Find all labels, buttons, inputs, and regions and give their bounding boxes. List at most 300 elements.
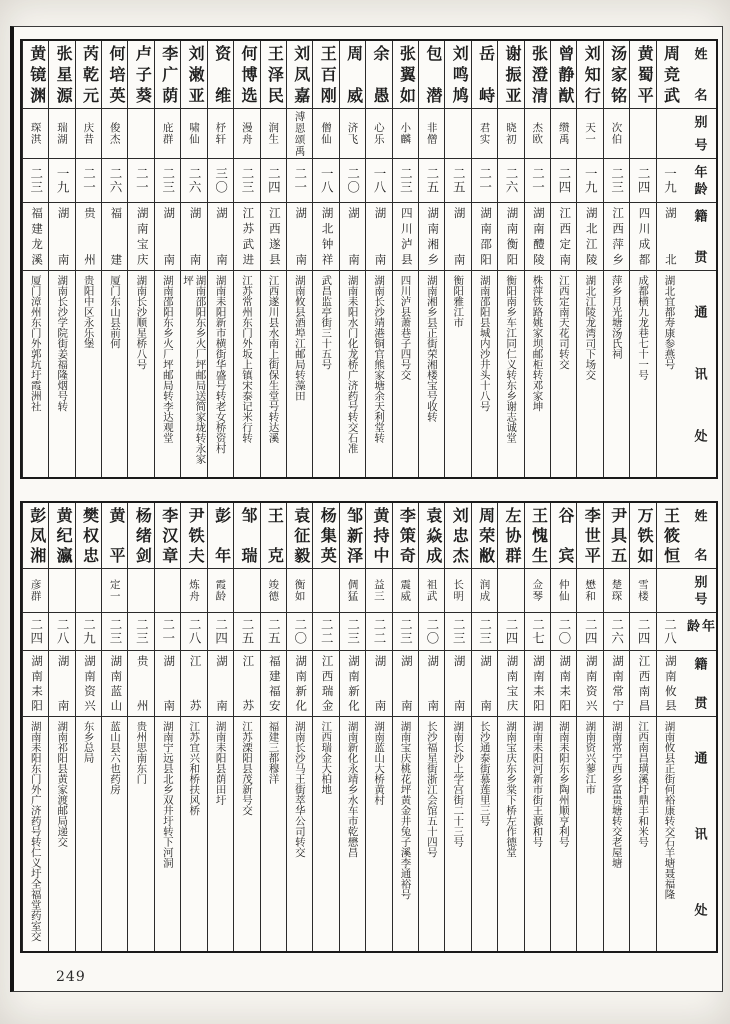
person-name-cell: 黄纪瀛 — [49, 503, 74, 569]
person-column — [207, 503, 233, 951]
person-name-cell: 汤家铭 — [604, 41, 629, 109]
person-native-cell: 湖南资兴 — [577, 651, 602, 717]
person-column — [365, 41, 391, 477]
person-alias-cell: 杰欧 — [525, 109, 550, 159]
person-column — [471, 41, 497, 477]
person-age-cell: 二一 — [472, 159, 497, 203]
person-address-cell: 衡阳南乡车江同仁义转东乡谢志诚堂 — [505, 275, 518, 443]
header-native: 籍贯 — [682, 203, 716, 271]
person-age-cell: 二一 — [128, 159, 153, 203]
person-address-cell: 株萍铁路姚家坝邮柜转邓家坤 — [531, 275, 544, 412]
person-column — [365, 503, 391, 951]
person-native-cell: 湖北钟祥 — [313, 203, 338, 271]
person-address-cell: 湖北江陵龙湾司下场交 — [584, 275, 597, 380]
person-age-cell: 二三 — [604, 159, 629, 203]
person-name-cell: 袁征毅 — [287, 503, 312, 569]
person-address-cell: 湖南宝庆桃花坪黄金井兔子溪李通裕号 — [399, 721, 412, 900]
table-header-column — [682, 503, 716, 951]
person-alias-cell: 衡如 — [287, 569, 312, 613]
person-alias-cell: 非僧 — [419, 109, 444, 159]
person-age-cell: 二八 — [181, 613, 206, 651]
person-column — [180, 41, 206, 477]
person-alias-cell: 佥琴 — [525, 569, 550, 613]
person-address-cell: 四川泸县萧巷子四号交 — [399, 275, 412, 380]
person-age-cell: 二八 — [49, 613, 74, 651]
person-age-cell: 二〇 — [551, 613, 576, 651]
person-column — [603, 41, 629, 477]
person-alias-cell: 杼轩 — [208, 109, 233, 159]
person-name-cell: 彭年 — [208, 503, 233, 569]
person-age-cell: 二四 — [261, 159, 286, 203]
person-name-cell: 周威 — [340, 41, 365, 109]
person-column — [444, 503, 470, 951]
person-column — [603, 503, 629, 951]
person-column — [312, 503, 338, 951]
person-column — [260, 503, 286, 951]
person-address-cell: 湖南耒阳水门化龙桥广济药号转交石准 — [346, 275, 359, 454]
person-name-cell: 刘知行 — [577, 41, 602, 109]
person-native-cell: 福建 — [102, 203, 127, 271]
person-age-cell: 二三 — [393, 613, 418, 651]
person-address-cell: 湖南宝庆东乡棠下桥左作德堂 — [505, 721, 518, 858]
header-age: 年龄 — [682, 159, 716, 203]
person-column — [207, 41, 233, 477]
person-address-cell: 湖南耒阳东门外广济药号转仁义圩全福堂药室交 — [29, 721, 42, 942]
person-age-cell: 二三 — [445, 613, 470, 651]
person-alias-cell: 霞龄 — [208, 569, 233, 613]
person-address-cell: 湖南长沙靖港铜官熊家塘余天利堂转 — [373, 275, 386, 443]
person-native-cell: 湖南攸县 — [657, 651, 682, 717]
person-column — [629, 503, 655, 951]
person-native-cell: 湖南宝庆 — [128, 203, 153, 271]
person-name-cell: 黄持中 — [366, 503, 391, 569]
person-age-cell: 二四 — [208, 613, 233, 651]
person-address-cell: 湖南邵阳东乡火厂坪邮局转李达观堂 — [161, 275, 174, 443]
person-age-cell: 二四 — [630, 613, 655, 651]
person-column — [233, 503, 259, 951]
person-name-cell: 尹具五 — [604, 503, 629, 569]
person-native-cell: 湖南耒阳 — [23, 651, 48, 717]
person-column — [629, 41, 655, 477]
person-name-cell: 周荣敝 — [472, 503, 497, 569]
person-name-cell: 邹瑞 — [234, 503, 259, 569]
person-age-cell: 二三 — [393, 159, 418, 203]
person-name-cell: 尹铁夫 — [181, 503, 206, 569]
person-native-cell: 江苏武进 — [234, 203, 259, 271]
person-native-cell: 江苏 — [181, 651, 206, 717]
person-address-cell: 福建三都穆洋 — [267, 721, 280, 784]
person-alias-cell: 漫舟 — [234, 109, 259, 159]
person-column — [48, 41, 74, 477]
person-native-cell: 福建福安 — [261, 651, 286, 717]
person-native-cell: 湖南 — [419, 651, 444, 717]
person-column — [233, 41, 259, 477]
person-age-cell: 二五 — [261, 613, 286, 651]
person-name-cell: 刘忠杰 — [445, 503, 470, 569]
person-native-cell: 湖南 — [340, 203, 365, 271]
person-alias-cell: 仲仙 — [551, 569, 576, 613]
person-address-cell: 东乡总局 — [82, 721, 95, 763]
person-age-cell: 二二 — [313, 613, 338, 651]
person-age-cell: 二四 — [630, 159, 655, 203]
person-alias-cell: 琛淇 — [23, 109, 48, 159]
person-column — [471, 503, 497, 951]
person-address-cell: 湖南蓝山大桥黄村 — [373, 721, 386, 805]
person-age-cell: 二三 — [102, 613, 127, 651]
person-native-cell: 湖南 — [287, 203, 312, 271]
person-address-cell: 江西遂川县水南上街保生堂号转达溪 — [267, 275, 280, 443]
person-name-cell: 黄蜀平 — [630, 41, 655, 109]
person-alias-cell: 心乐 — [366, 109, 391, 159]
person-name-cell: 卢子葵 — [128, 41, 153, 109]
person-address-cell: 长沙通泰街慕莲里三号 — [478, 721, 491, 826]
person-column — [339, 503, 365, 951]
person-age-cell: 二三 — [472, 613, 497, 651]
header-age: 年龄 — [682, 613, 716, 651]
person-native-cell: 江西萍乡 — [604, 203, 629, 271]
person-column — [497, 41, 523, 477]
person-alias-cell — [313, 569, 338, 613]
person-address-cell: 湖南祁阳县黄家渡邮局递交 — [56, 721, 69, 847]
person-address-cell: 湖南耒阳新市横街华盛号转老女桥资村 — [214, 275, 227, 454]
header-alias: 别号 — [682, 109, 716, 159]
person-alias-cell: 庇群 — [155, 109, 180, 159]
person-name-cell: 张翼如 — [393, 41, 418, 109]
person-alias-cell: 雪楼 — [630, 569, 655, 613]
person-address-cell: 湖南邵阳县城内沙井头十八号 — [478, 275, 491, 412]
person-native-cell: 四川成都 — [630, 203, 655, 271]
person-address-cell: 衡阳雅江市 — [452, 275, 465, 328]
person-name-cell: 王克 — [261, 503, 286, 569]
person-native-cell: 湖南宝庆 — [498, 651, 523, 717]
person-column — [524, 503, 550, 951]
person-name-cell: 包潜 — [419, 41, 444, 109]
person-address-cell: 湖南攸县酒埠江邮局转藻田 — [293, 275, 306, 401]
header-address: 通讯处 — [692, 305, 708, 443]
person-native-cell: 贵州 — [128, 651, 153, 717]
person-address-cell: 江西瑞金大柏地 — [320, 721, 333, 795]
person-native-cell: 湖南资兴 — [76, 651, 101, 717]
person-age-cell: 一九 — [657, 159, 682, 203]
person-native-cell: 湖南 — [366, 203, 391, 271]
person-column — [444, 41, 470, 477]
person-age-cell: 三〇 — [208, 159, 233, 203]
person-address-cell: 萍乡月光塘汤氏祠 — [610, 275, 623, 359]
person-native-cell: 湖南衡阳 — [498, 203, 523, 271]
header-native: 籍贯 — [682, 651, 716, 717]
directory-table-top — [20, 39, 718, 479]
person-alias-cell: 啸仙 — [181, 109, 206, 159]
person-native-cell: 湖南 — [49, 203, 74, 271]
person-alias-cell — [445, 109, 470, 159]
person-alias-cell: 长明 — [445, 569, 470, 613]
person-native-cell: 湖北江陵 — [577, 203, 602, 271]
person-native-cell: 湖南邵阳 — [472, 203, 497, 271]
person-alias-cell: 益三 — [366, 569, 391, 613]
person-name-cell: 周竞武 — [657, 41, 682, 109]
person-alias-cell: 倜猛 — [340, 569, 365, 613]
person-column — [101, 503, 127, 951]
person-name-cell: 资维 — [208, 41, 233, 109]
person-address-cell: 湖南长沙上学宫街二十三号 — [452, 721, 465, 847]
person-alias-cell — [630, 109, 655, 159]
person-address-cell: 湖南攸县正街何裕康转交石羊塘聂福隆 — [663, 721, 676, 900]
person-alias-cell: 楚琛 — [604, 569, 629, 613]
person-alias-cell: 次伯 — [604, 109, 629, 159]
person-column — [180, 503, 206, 951]
person-address-cell: 湖南耒阳东乡陶州顺亨利号 — [557, 721, 570, 847]
person-column — [101, 41, 127, 477]
person-alias-cell: 天一 — [577, 109, 602, 159]
person-name-cell: 邹新泽 — [340, 503, 365, 569]
person-column — [286, 41, 312, 477]
header-alias: 别号 — [682, 569, 716, 613]
person-alias-cell: 彦群 — [23, 569, 48, 613]
person-name-cell: 岳峙 — [472, 41, 497, 109]
person-column — [656, 503, 682, 951]
person-alias-cell: 竣德 — [261, 569, 286, 613]
person-native-cell: 湖南 — [155, 203, 180, 271]
person-native-cell: 湖南 — [393, 651, 418, 717]
person-name-cell: 张星源 — [49, 41, 74, 109]
person-column — [550, 41, 576, 477]
person-age-cell: 二六 — [604, 613, 629, 651]
person-native-cell: 湖南 — [366, 651, 391, 717]
person-age-cell: 二八 — [657, 613, 682, 651]
person-age-cell: 二三 — [23, 159, 48, 203]
person-age-cell: 二〇 — [419, 613, 444, 651]
person-age-cell: 二四 — [551, 159, 576, 203]
person-native-cell: 湖南 — [445, 203, 470, 271]
person-column — [286, 503, 312, 951]
person-native-cell: 湖南蓝山 — [102, 651, 127, 717]
person-age-cell: 二三 — [128, 613, 153, 651]
person-name-cell: 黄平 — [102, 503, 127, 569]
person-native-cell: 湖南新化 — [340, 651, 365, 717]
person-alias-cell — [657, 569, 682, 613]
person-native-cell: 湖南 — [208, 203, 233, 271]
person-age-cell: 二六 — [498, 159, 523, 203]
person-address-cell: 湖南耒阳县荫田圩 — [214, 721, 227, 805]
person-address-cell: 湖南资兴蓼江市 — [584, 721, 597, 795]
person-native-cell: 湖南常宁 — [604, 651, 629, 717]
person-column — [75, 41, 101, 477]
person-address-cell: 湖南常宁西乡富贵塘转交老屋塘 — [610, 721, 623, 868]
person-age-cell: 二五 — [234, 613, 259, 651]
person-native-cell: 湖南醴陵 — [525, 203, 550, 271]
person-age-cell: 二一 — [525, 159, 550, 203]
person-alias-cell: 小麟 — [393, 109, 418, 159]
person-native-cell: 湖北 — [657, 203, 682, 271]
person-name-cell: 李策奇 — [393, 503, 418, 569]
person-name-cell: 曾静猷 — [551, 41, 576, 109]
person-native-cell: 湖南耒阳 — [525, 651, 550, 717]
person-column — [127, 41, 153, 477]
directory-table-bottom — [20, 501, 718, 953]
person-name-cell: 杨集英 — [313, 503, 338, 569]
person-alias-cell — [234, 569, 259, 613]
person-column — [392, 41, 418, 477]
person-address-cell: 江西南昌璜溪圩鼎丰和米号 — [637, 721, 650, 847]
person-column — [127, 503, 153, 951]
person-name-cell: 樊权忠 — [76, 503, 101, 569]
person-alias-cell: 庆昔 — [76, 109, 101, 159]
person-age-cell: 二三 — [155, 159, 180, 203]
person-column — [418, 503, 444, 951]
person-alias-cell — [498, 569, 523, 613]
person-alias-cell: 震威 — [393, 569, 418, 613]
person-name-cell: 芮乾元 — [76, 41, 101, 109]
page-border-frame — [10, 26, 723, 992]
person-name-cell: 万铁如 — [630, 503, 655, 569]
person-age-cell: 二五 — [445, 159, 470, 203]
person-alias-cell: 瑞湖 — [49, 109, 74, 159]
person-address-cell: 贵州思南东门 — [135, 721, 148, 784]
person-alias-cell: 俊杰 — [102, 109, 127, 159]
person-address-cell: 湖南长沙马王街萃华公司转交 — [293, 721, 306, 858]
person-alias-cell: 炼舟 — [181, 569, 206, 613]
person-alias-cell: 缵禹 — [551, 109, 576, 159]
person-name-cell: 左协群 — [498, 503, 523, 569]
person-age-cell: 二三 — [234, 159, 259, 203]
page-content — [20, 39, 718, 953]
person-column — [154, 503, 180, 951]
person-age-cell: 二四 — [23, 613, 48, 651]
person-column — [312, 41, 338, 477]
person-native-cell: 江西遂县 — [261, 203, 286, 271]
person-address-cell: 湖南湘乡县正街荣湘楼宝号收转 — [425, 275, 438, 422]
person-name-cell: 余愚 — [366, 41, 391, 109]
person-address-cell: 厦门漳州东门外郭坑圩霞洲社 — [29, 275, 42, 412]
person-name-cell: 杨绪剑 — [128, 503, 153, 569]
person-column — [339, 41, 365, 477]
person-native-cell: 福建龙溪 — [23, 203, 48, 271]
person-name-cell: 王愧生 — [525, 503, 550, 569]
person-address-cell: 湖南耒阳河新市街王源和号 — [531, 721, 544, 847]
person-name-cell: 王泽民 — [261, 41, 286, 109]
person-alias-cell: 溥恩颂禹 — [287, 109, 312, 159]
person-native-cell: 贵州 — [76, 203, 101, 271]
person-age-cell: 二六 — [102, 159, 127, 203]
person-address-cell: 江西定南天花司转交 — [557, 275, 570, 370]
person-column — [48, 503, 74, 951]
person-alias-cell: 润生 — [261, 109, 286, 159]
person-name-cell: 李汉章 — [155, 503, 180, 569]
person-column — [75, 503, 101, 951]
person-alias-cell: 晓初 — [498, 109, 523, 159]
person-name-cell: 谷宾 — [551, 503, 576, 569]
person-native-cell: 江西定南 — [551, 203, 576, 271]
person-column — [497, 503, 523, 951]
person-native-cell: 湖南 — [49, 651, 74, 717]
person-column — [524, 41, 550, 477]
person-name-cell: 刘潄亚 — [181, 41, 206, 109]
person-address-cell: 湖南长沙顺星桥八号 — [135, 275, 148, 370]
person-column — [22, 41, 48, 477]
person-column — [656, 41, 682, 477]
person-name-cell: 刘鸣鸠 — [445, 41, 470, 109]
person-native-cell: 江西南昌 — [630, 651, 655, 717]
person-age-cell: 一八 — [313, 159, 338, 203]
person-age-cell: 二九 — [76, 613, 101, 651]
person-address-cell: 湖南长沙学院街姜福隆烟号转 — [56, 275, 69, 412]
person-age-cell: 二一 — [155, 613, 180, 651]
person-address-cell: 武昌监亭街三十五号 — [320, 275, 333, 370]
person-age-cell: 二七 — [525, 613, 550, 651]
person-name-cell: 何博选 — [234, 41, 259, 109]
person-native-cell: 湖南 — [155, 651, 180, 717]
person-native-cell: 湖南 — [181, 203, 206, 271]
person-name-cell: 李广荫 — [155, 41, 180, 109]
person-age-cell: 二二 — [366, 613, 391, 651]
person-address-cell: 长沙福星街浙江会馆五十四号 — [425, 721, 438, 858]
person-column — [260, 41, 286, 477]
person-alias-cell: 君实 — [472, 109, 497, 159]
person-native-cell: 江苏 — [234, 651, 259, 717]
person-age-cell: 二一 — [76, 159, 101, 203]
page-number: 249 — [56, 969, 86, 985]
person-column — [154, 41, 180, 477]
person-age-cell: 二〇 — [287, 613, 312, 651]
person-column — [576, 41, 602, 477]
person-native-cell: 湖南 — [445, 651, 470, 717]
person-alias-cell — [49, 569, 74, 613]
person-address-cell: 江苏溧阳县茂新号交 — [241, 721, 254, 816]
person-name-cell: 王百刚 — [313, 41, 338, 109]
person-alias-cell: 僧仙 — [313, 109, 338, 159]
person-address-cell: 湖南宁远县北乡双井圩转下河洞 — [161, 721, 174, 868]
person-address-cell: 湖南新化永靖乡水车市乾懋昌 — [346, 721, 359, 858]
person-column — [550, 503, 576, 951]
person-native-cell: 湖南湘乡 — [419, 203, 444, 271]
person-column — [418, 41, 444, 477]
person-address-cell: 成都横九龙巷七十一号 — [637, 275, 650, 380]
person-address-cell: 厦门东山县前何 — [109, 275, 122, 349]
person-name-cell: 彭凤湘 — [23, 503, 48, 569]
person-native-cell: 湖南耒阳 — [551, 651, 576, 717]
person-alias-cell: 润成 — [472, 569, 497, 613]
person-name-cell: 王筱恒 — [657, 503, 682, 569]
person-alias-cell: 定一 — [102, 569, 127, 613]
person-alias-cell: 懋和 — [577, 569, 602, 613]
person-address-cell: 湖南邵阳东乡火厂坪邮局送简家垅转永家坪 — [181, 275, 207, 464]
person-address-cell: 贵阳中区永乐堡 — [82, 275, 95, 349]
person-name-cell: 谢振亚 — [498, 41, 523, 109]
person-age-cell: 二六 — [181, 159, 206, 203]
person-alias-cell: 济飞 — [340, 109, 365, 159]
person-age-cell: 二四 — [498, 613, 523, 651]
header-name: 姓名 — [682, 503, 716, 569]
person-native-cell: 湖南新化 — [287, 651, 312, 717]
header-name: 姓名 — [682, 41, 716, 109]
person-alias-cell — [76, 569, 101, 613]
person-alias-cell — [128, 109, 153, 159]
person-age-cell: 一九 — [577, 159, 602, 203]
person-alias-cell — [128, 569, 153, 613]
person-age-cell: 二〇 — [340, 159, 365, 203]
header-address: 通讯处 — [692, 751, 708, 917]
table-header-column — [682, 41, 716, 477]
person-address-cell: 江苏常州东门外坂上镇宋泰记米行转 — [241, 275, 254, 443]
person-age-cell: 二五 — [419, 159, 444, 203]
person-native-cell: 湖南 — [472, 651, 497, 717]
person-age-cell: 一九 — [49, 159, 74, 203]
person-name-cell: 刘凤嘉 — [287, 41, 312, 109]
person-name-cell: 李世平 — [577, 503, 602, 569]
person-address-cell: 湖北宜都寿康参燕号 — [663, 275, 676, 370]
person-age-cell: 二四 — [577, 613, 602, 651]
person-name-cell: 何培英 — [102, 41, 127, 109]
